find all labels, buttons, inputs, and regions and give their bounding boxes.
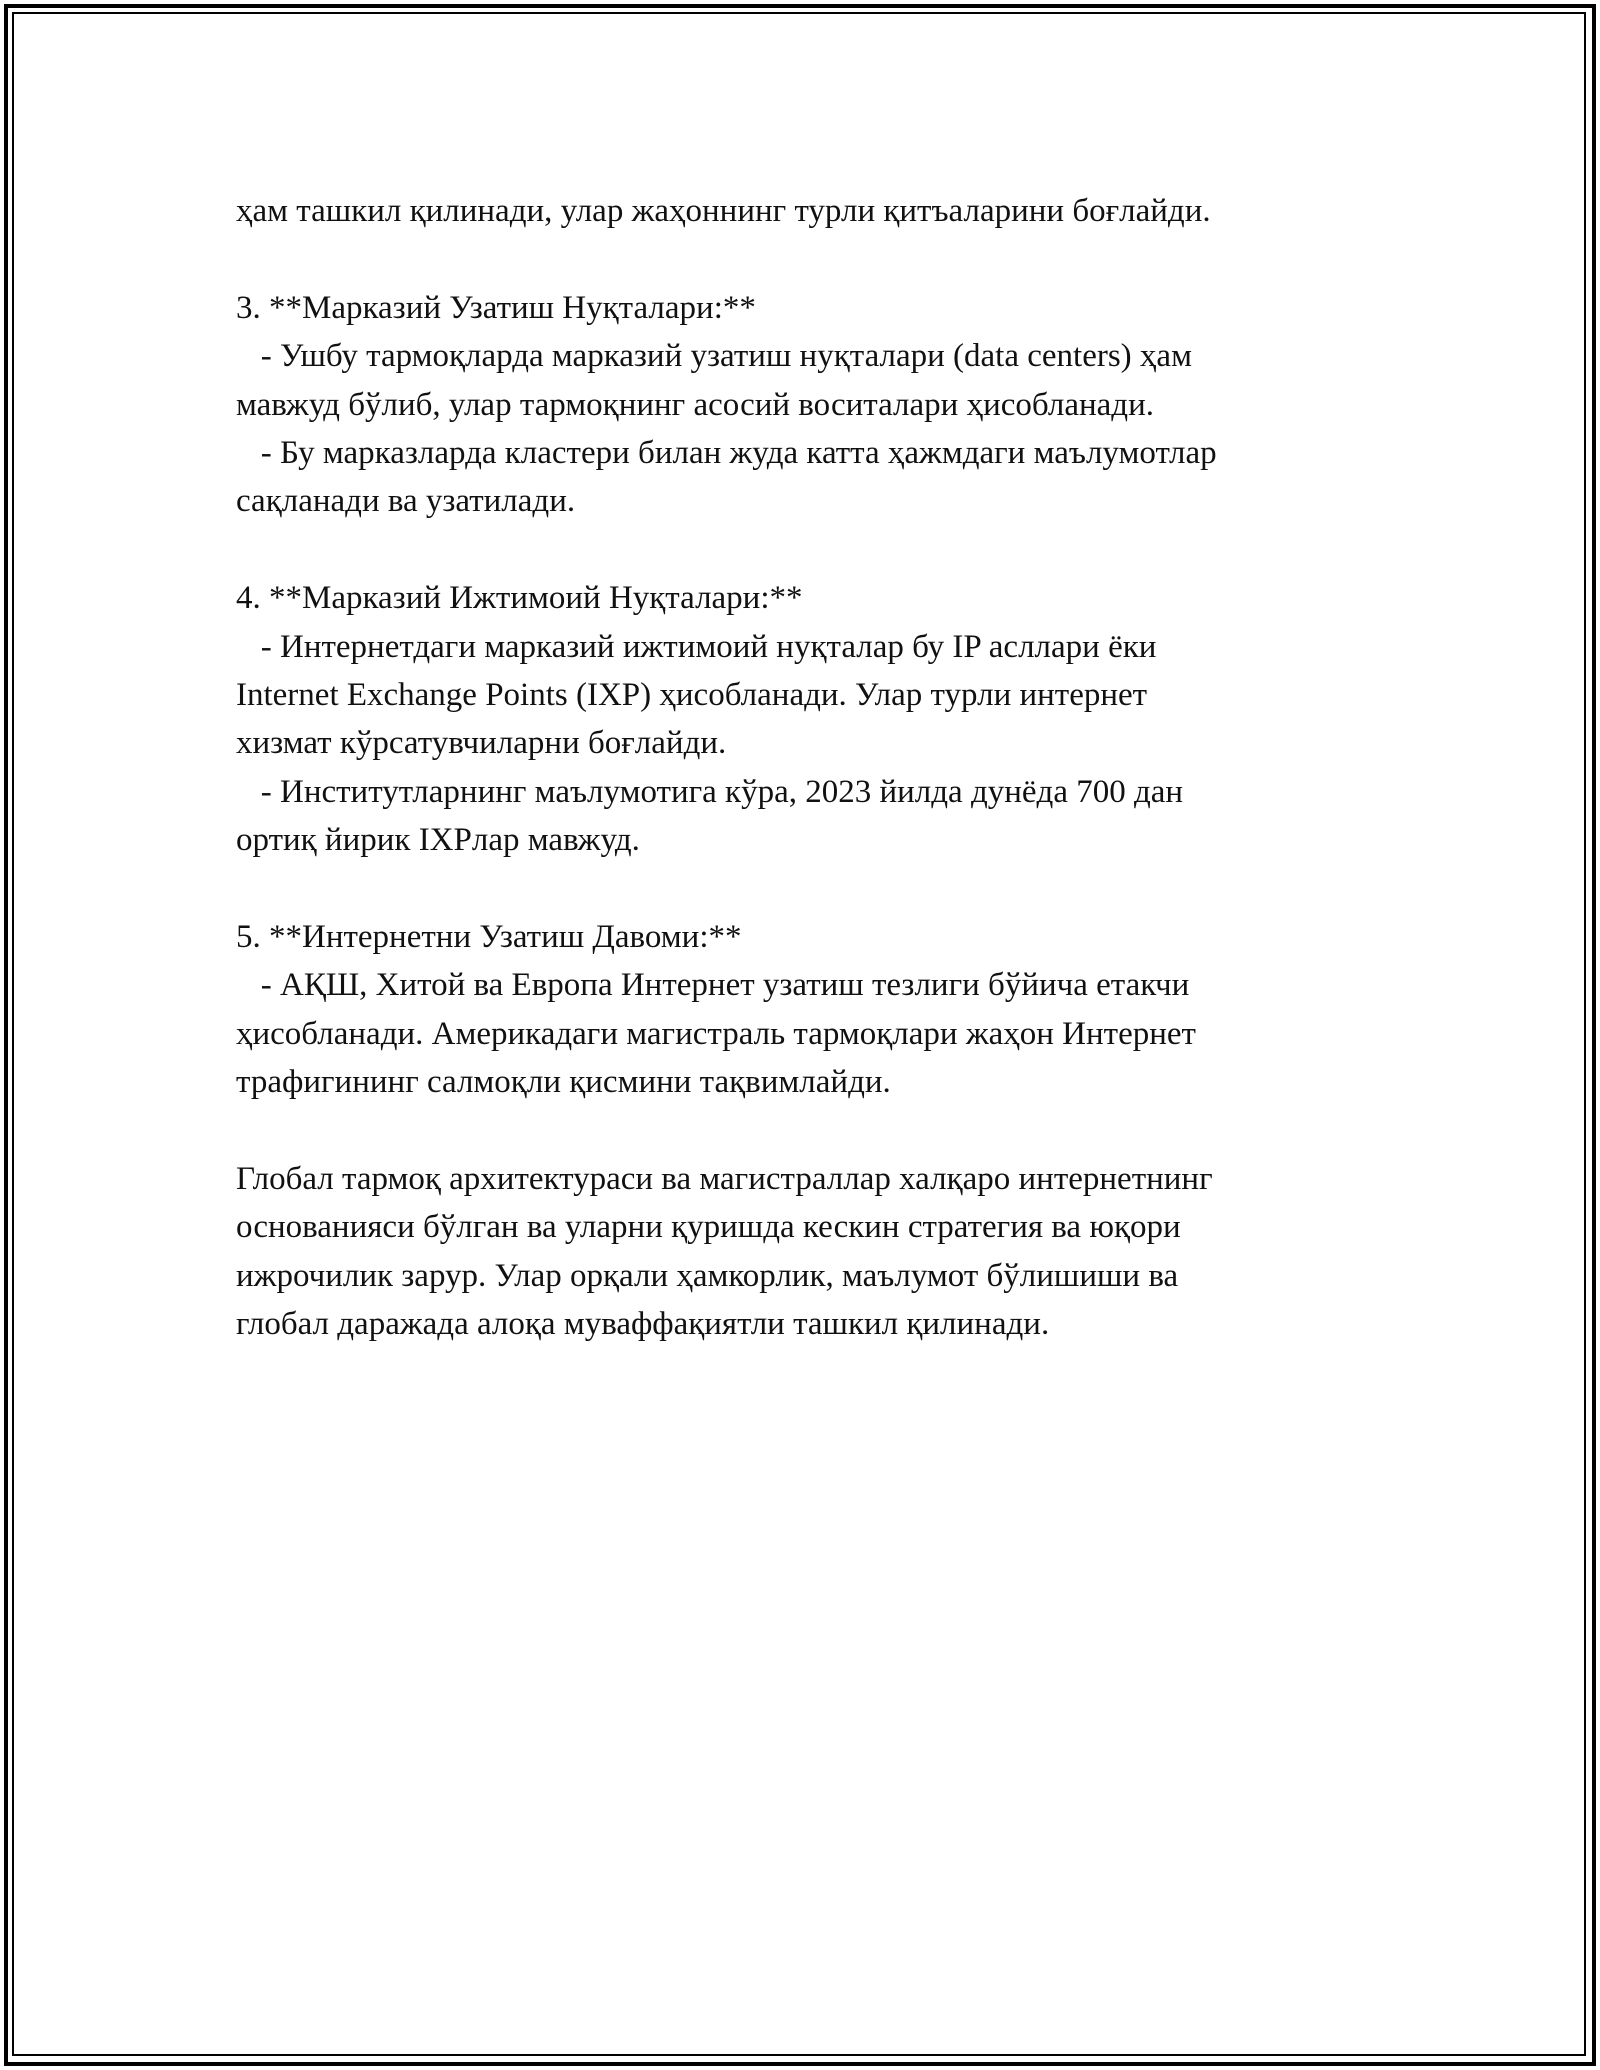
section-heading: 5. **Интернетни Узатиш Давоми:** <box>236 918 742 955</box>
conclusion-line: основанияси бўлган ва уларни қуришда кескин стратегия ва юқори <box>236 1209 1181 1246</box>
bullet-line: мавжуд бўлиб, улар тармоқнинг асосий воситалари ҳисобланади. <box>236 386 1154 423</box>
conclusion-line: ижрочилик зарур. Улар орқали ҳамкорлик, маълумот бўлишиши ва <box>236 1257 1179 1294</box>
conclusion-line: Глобал тармоқ архитектураси ва магистраллар халқаро интернетнинг <box>236 1160 1213 1197</box>
document-body <box>236 187 1406 1348</box>
bullet-line: ҳисобланади. Америкадаги магистраль тармоқлари жаҳон Интернет <box>236 1015 1196 1052</box>
section-heading: 3. **Марказий Узатиш Нуқталари:** <box>236 289 756 326</box>
bullet-line: - Интернетдаги марказий ижтимоий нуқталар бу IP асллари ёки <box>236 628 1157 665</box>
bullet-line: Internet Exchange Points (IXP) ҳисобланади. Улар турли интернет <box>236 676 1148 713</box>
paragraph-gap <box>236 235 1406 283</box>
bullet-line: сақланади ва узатилади. <box>236 483 576 520</box>
bullet-line: трафигининг салмоқли қисмини тақвимлайди. <box>236 1064 891 1101</box>
bullet-line: хизмат кўрсатувчиларни боғлайди. <box>236 725 727 762</box>
paragraph-gap <box>236 864 1406 912</box>
paragraph-gap <box>236 526 1406 574</box>
bullet-line: - АҚШ, Хитой ва Европа Интернет узатиш тезлиги бўйича етакчи <box>236 967 1190 1004</box>
bullet-line: ортиқ йирик IXPлар мавжуд. <box>236 822 640 859</box>
bullet-line: - Бу марказларда кластери билан жуда катта ҳажмдаги маълумотлар <box>236 434 1217 471</box>
bullet-line: - Ушбу тармоқларда марказий узатиш нуқталари (data centers) ҳам <box>236 338 1192 375</box>
paragraph-gap <box>236 1106 1406 1154</box>
bullet-line: - Институтларнинг маълумотига кўра, 2023 йилда дунёда 700 дан <box>236 773 1184 810</box>
section-heading: 4. **Марказий Ижтимоий Нуқталари:** <box>236 580 803 617</box>
conclusion-line: глобал даражада алоқа муваффақиятли ташкил қилинади. <box>236 1305 1050 1342</box>
continuation-line: ҳам ташкил қилинади, улар жаҳоннинг турли қитъаларини боғлайди. <box>236 193 1211 229</box>
